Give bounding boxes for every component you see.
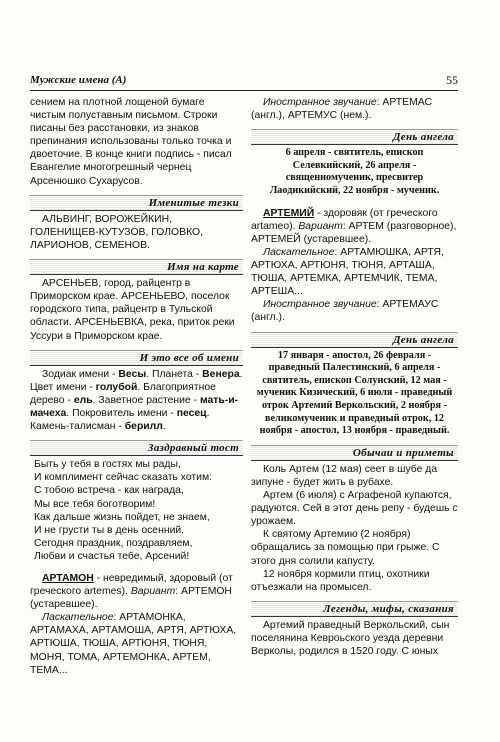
poem-line: Быть у тебя в гостях мы рады, xyxy=(34,459,181,471)
poem-line: Любви и счастья тебе, Арсений! xyxy=(34,550,190,562)
customs-paragraph: Артем (6 июля) с Аграфеной купаются, радуются. Сей в этот день репу - будешь с урожаем. xyxy=(251,490,458,528)
foreign-sound-artemiy: Иностранное звучание: АРТЕМАУС (англ.). xyxy=(251,299,439,324)
header-title: Мужские имена (А) xyxy=(30,74,127,86)
poem-line: Мы все тебя боготворим! xyxy=(34,498,156,510)
section-heading-legends: Легенды, мифы, сказания xyxy=(251,601,458,617)
artemiy-entry: АРТЕМИЙ - здоровяк (от греческого artameo). Вариант: АРТЕМ (разговорное), АРТЕМЕЙ (устаревшее). xyxy=(251,207,457,245)
customs-paragraph: 12 ноября кормили птиц, охотники отъезжали на промысел. xyxy=(251,568,430,593)
customs-paragraph: К святому Артемию (2 ноября) обращались за помощью при грыже. С этого дня солили капусту. xyxy=(251,529,440,567)
foreign-sound-artamon: Иностранное звучание: АРТЕМАС (англ.), АРТЕМУС (нем.). xyxy=(251,97,432,122)
namesakes-text: АЛЬВИНГ, ВОРОЖЕЙКИН, ГОЛЕНИЩЕВ-КУТУЗОВ, ГОЛОВКО, ЛАРИОНОВ, СЕМЕНОВ. xyxy=(30,213,203,251)
customs-paragraph: Коль Артем (12 мая) сеет в шубе да зипуне - будет жить в рубахе. xyxy=(251,463,438,488)
map-text: АРСЕНЬЕВ, город, райцентр в Приморском крае. АРСЕНЬЕВО, поселок городского типа, райцентр в Тульской области. АРСЕНЬЕВКА, река, приток реки Уссури в Приморском крае. xyxy=(30,278,235,342)
artamon-entry: АРТАМОН - невредимый, здоровый (от греческого artemes). Вариант: АРТЕМОН (устаревшее). xyxy=(30,573,233,611)
poem-line: Как дальше жизнь пойдет, не знаем, xyxy=(34,511,210,523)
poem-line: И не грусти ты в день осенний. xyxy=(34,524,185,536)
toast-poem xyxy=(30,458,243,563)
intro-paragraph: сением на плотной лощеной бумаге чистым полуставным письмом. Строки писаны без расстановки, из знаков препинания использованы только точка и двоеточие. В конце книги подпись - писал Евангелие многогрешный чернец Арсенюшко Сухарусов. xyxy=(30,97,232,187)
entry-name-artamon: АРТАМОН xyxy=(42,573,94,584)
section-heading-map: Имя на карте xyxy=(30,259,243,275)
section-heading-customs: Обычаи и приметы xyxy=(251,445,458,461)
running-header xyxy=(30,70,458,91)
section-heading-toast: Заздравный тост xyxy=(30,440,243,456)
angel-day-dates-2: 17 января - апостол, 26 февраля - праведный Палестинский, 6 апреля - святитель, епископ Солунский, 12 мая - мученик Кизический, 6 июля - праведный отрок Артемий Веркольский, 2 ноября - великомученик и праведный отрок, 12 ноября - апостол, 13 ноября - праведный. xyxy=(256,349,453,437)
poem-line: С тобою встреча - как награда, xyxy=(34,485,184,497)
section-heading-angel-day-2: День ангела xyxy=(251,332,458,348)
poem-line: Сегодня праздник, поздравляем, xyxy=(34,537,193,549)
page-number: 55 xyxy=(446,73,458,87)
artemiy-diminutives: Ласкательное: АРТАМЮШКА, АРТЯ, АРТЮХА, АРТЮНЯ, ТЮНЯ, АРТАША, ТЮША, АРТЕМКА, АРТЕМЧИК, ТЕМА, АРТЕША... xyxy=(251,246,444,298)
legends-text: Артемий праведный Веркольский, сын поселянина Кевроьского уезда деревни Верколы, родился в 1520 году. С юных xyxy=(251,619,450,658)
section-heading-all-about-name: И это все об имени xyxy=(30,350,243,366)
entry-name-artemiy: АРТЕМИЙ xyxy=(263,207,315,219)
angel-day-dates: 6 апреля - святитель, епископ Селевкийский, 26 апреля - священномученик, пресвитер Лаодикийский, 22 ноября - мученик. xyxy=(269,147,440,197)
section-heading-angel-day: День ангела xyxy=(251,129,458,145)
section-heading-namesakes: Именитые тезки xyxy=(30,195,243,211)
poem-line: И комплимент сейчас сказать хотим: xyxy=(34,472,213,484)
left-column xyxy=(30,96,243,677)
right-column xyxy=(251,96,458,658)
all-about-name-text: Зодиак имени - Весы. Планета - Венера. Цвет имени - голубой. Благоприятное дерево - ель. Заветное растение - мать-и-мачеха. Покровитель имени - песец. Камень-талисман - берилл. xyxy=(30,368,243,433)
artamon-diminutives: Ласкательное: АРТАМОНКА, АРТАМАХА, АРТАМОША, АРТЯ, АРТЮХА, АРТЮША, ТЮША, АРТЮНЯ, ТЮНЯ, МОНЯ, ТОМА, АРТЕМОНКА, АРТЕМ, ТЕМА... xyxy=(30,612,237,676)
